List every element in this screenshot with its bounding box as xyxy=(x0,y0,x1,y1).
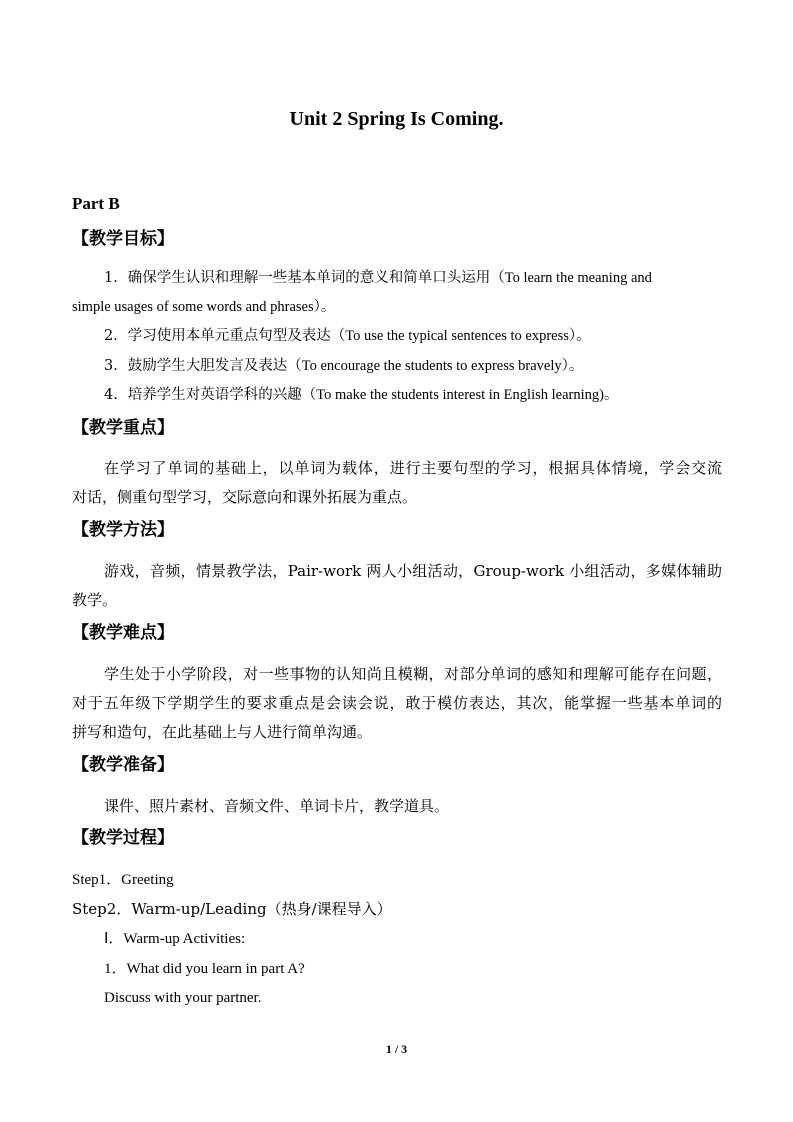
key-points-heading: 【教学重点】 xyxy=(72,418,174,438)
difficulties-heading: 【教学难点】 xyxy=(72,623,174,643)
objective-item-1: 1．确保学生认识和理解一些基本单词的意义和简单口头运用（To learn the meaning and xyxy=(104,270,652,286)
methods-line-1: 游戏，音频，情景教学法，Pair-work 两人小组活动，Group-work 小组活动，多媒体辅助 xyxy=(104,562,722,580)
part-label: Part B xyxy=(72,194,120,213)
methods-heading: 【教学方法】 xyxy=(72,520,174,540)
process-step-2: Step2．Warm-up/Leading（热身/课程导入） xyxy=(72,900,392,918)
objective-item-2: 2．学习使用本单元重点句型及表达（To use the typical sentences to express）。 xyxy=(104,328,591,344)
process-discuss-line: Discuss with your partner. xyxy=(104,990,262,1006)
process-warmup-item-1: 1．What did you learn in part A? xyxy=(104,961,305,977)
document-title: Unit 2 Spring Is Coming. xyxy=(289,108,504,130)
process-heading: 【教学过程】 xyxy=(72,828,174,848)
page-number: 1 / 3 xyxy=(385,1042,408,1056)
difficulties-line-3: 拼写和造句，在此基础上与人进行简单沟通。 xyxy=(72,723,373,741)
objective-item-1-continued: simple usages of some words and phrases）。 xyxy=(72,299,336,315)
process-step-1: Step1．Greeting xyxy=(72,872,174,888)
objective-item-3: 3．鼓励学生大胆发言及表达（To encourage the students to express bravely）。 xyxy=(104,358,584,374)
difficulties-line-1: 学生处于小学阶段，对一些事物的认知尚且模糊，对部分单词的感知和理解可能存在问题， xyxy=(104,665,722,683)
objectives-heading: 【教学目标】 xyxy=(72,229,174,249)
process-warmup-heading: Ⅰ．Warm-up Activities: xyxy=(104,931,246,947)
difficulties-line-2: 对于五年级下学期学生的要求重点是会读会说，敢于模仿表达，其次，能掌握一些基本单词的 xyxy=(72,694,722,712)
methods-line-2: 教学。 xyxy=(72,591,118,609)
objective-item-4: 4．培养学生对英语学科的兴趣（To make the students interest in English learning)。 xyxy=(104,387,619,403)
key-points-line-1: 在学习了单词的基础上，以单词为载体，进行主要句型的学习，根据具体情境，学会交流 xyxy=(104,459,722,477)
preparation-line-1: 课件、照片素材、音频文件、单词卡片，教学道具。 xyxy=(104,797,450,815)
key-points-line-2: 对话，侧重句型学习，交际意向和课外拓展为重点。 xyxy=(72,488,418,506)
preparation-heading: 【教学准备】 xyxy=(72,755,174,775)
